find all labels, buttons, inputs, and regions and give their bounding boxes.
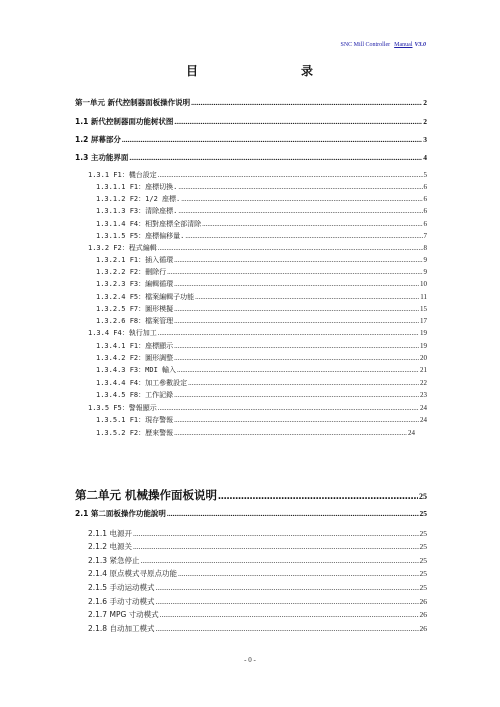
dot-leader	[174, 116, 422, 128]
toc-entry[interactable]	[96, 181, 427, 193]
header-product: SNC Mill Controller	[340, 42, 391, 48]
toc-entry[interactable]	[88, 541, 427, 553]
dot-leader	[122, 134, 422, 146]
toc-entry-label: 1.3.1.4 F4：相對座標全部清除	[96, 220, 202, 228]
dot-leader	[195, 291, 419, 303]
toc-entry-label: 1.3.4.2 F2：圖形調整	[96, 354, 174, 362]
toc-entry-label: 2.1.5 手动运动模式	[88, 583, 155, 592]
dot-leader	[174, 254, 422, 266]
toc-entry-page: 17	[420, 317, 427, 325]
toc-entry-label: 1.3.4.1 F1：座標顯示	[96, 342, 174, 350]
dot-leader	[174, 427, 407, 439]
toc-entry[interactable]	[96, 193, 427, 205]
dot-leader	[202, 218, 422, 230]
toc-entry-page: 24	[408, 429, 415, 437]
dot-leader	[158, 242, 423, 254]
toc-entry-label: 2.1.6 手动寸动模式	[88, 597, 155, 606]
toc-entry-label: 1.3.2.6 F8：檔案管理	[96, 317, 174, 325]
toc-entry-page: 9	[423, 256, 427, 264]
header-version: V3.0	[414, 42, 426, 48]
dot-leader	[178, 205, 422, 217]
toc-entry[interactable]	[88, 555, 427, 567]
toc-entry-page: 6	[423, 220, 427, 228]
toc-entry[interactable]	[75, 116, 427, 128]
dot-leader	[158, 169, 423, 181]
toc-entry[interactable]	[75, 97, 427, 109]
toc-entry-label: 1.3.1 F1：機台設定	[88, 171, 157, 179]
toc-entry-label: 1.3.2 F2：程式編輯	[88, 244, 157, 252]
toc-entry-label: 第一单元 新代控制器面板操作说明	[75, 98, 191, 107]
dot-leader	[167, 266, 422, 278]
page-number: - 0 -	[244, 656, 256, 664]
toc-entry-label: 1.1 新代控制器面功能树状图	[75, 117, 174, 126]
toc-entry-label: 1.3.1.3 F3：清除座標.	[96, 207, 178, 215]
dot-leader	[133, 528, 419, 540]
dot-leader	[174, 278, 419, 290]
dot-leader	[174, 303, 419, 315]
dot-leader	[178, 181, 422, 193]
dot-leader	[174, 352, 419, 364]
header-manual: Manual	[394, 42, 413, 48]
toc-entry-label: 2.1.4 原点模式寻原点功能	[88, 569, 177, 578]
toc-entry-page: 26	[419, 610, 427, 619]
toc-entry-label: 第二单元 机械操作面板说明	[75, 488, 218, 502]
toc-entry-label: 1.3.4.3 F3：MDI 輸入	[96, 366, 177, 374]
toc-entry-label: 1.3 主功能界面	[75, 153, 129, 162]
toc-entry-label: 2.1.8 自动加工模式	[88, 624, 155, 633]
toc-entry-label: 2.1.1 电源开	[88, 529, 132, 538]
toc-entry-label: 1.3.4.4 F4：加工參數設定	[96, 379, 188, 387]
toc-entry[interactable]	[96, 414, 427, 426]
toc-entry-page: 22	[420, 379, 427, 387]
toc-entry[interactable]	[88, 609, 427, 621]
toc-entry[interactable]	[88, 402, 427, 414]
toc-entry[interactable]	[96, 291, 427, 303]
dot-leader	[174, 414, 419, 426]
dot-leader	[158, 402, 419, 414]
toc-entry[interactable]	[96, 303, 427, 315]
toc-entry[interactable]	[96, 352, 427, 364]
dot-leader	[185, 230, 422, 242]
toc-entry[interactable]	[96, 218, 427, 230]
toc-entry-page: 26	[419, 624, 427, 633]
toc-entry-page: 24	[420, 416, 427, 424]
toc-entry-page: 9	[423, 268, 427, 276]
toc-entry-label: 1.3.4.5 F8：工作記錄	[96, 391, 174, 399]
dot-leader	[191, 97, 422, 109]
toc-entry[interactable]	[88, 596, 427, 608]
toc-entry[interactable]	[96, 377, 427, 389]
toc-entry-label: 1.3.1.1 F1：座標切換.	[96, 183, 178, 191]
toc-entry[interactable]	[96, 389, 427, 401]
dot-leader	[177, 364, 419, 376]
dot-leader	[167, 508, 419, 520]
toc-entry[interactable]	[88, 327, 427, 339]
toc-entry-page: 25	[419, 492, 427, 501]
title-right-char: 录	[301, 64, 314, 78]
dot-leader	[160, 609, 419, 621]
dot-leader	[129, 152, 422, 164]
toc-entry-label: 1.3.2.4 F5：檔案編輯子功能	[96, 293, 195, 301]
dot-leader	[174, 315, 419, 327]
toc-entry-page: 6	[423, 183, 427, 191]
toc-entry[interactable]	[96, 364, 427, 376]
dot-leader	[174, 389, 419, 401]
toc-entry[interactable]	[88, 169, 427, 181]
toc-entry-page: 20	[420, 354, 427, 362]
toc-entry[interactable]	[88, 242, 427, 254]
toc-entry-label: 1.3.2.5 F7：圖形模擬	[96, 305, 174, 313]
toc-entry-page: 24	[420, 404, 427, 412]
dot-leader	[181, 193, 422, 205]
toc-entry-page: 21	[420, 366, 427, 374]
toc-entry-label: 2.1.7 MPG 寸动模式	[88, 610, 159, 619]
toc-entry-page: 15	[420, 305, 427, 313]
dot-leader	[188, 377, 419, 389]
dot-leader	[158, 327, 419, 339]
toc-entry[interactable]	[75, 508, 427, 520]
page-header	[340, 42, 426, 48]
toc-entry-page: 6	[423, 207, 427, 215]
toc-entry-page: 5	[423, 171, 427, 179]
toc-entry-page: 25	[419, 542, 427, 551]
dot-leader	[133, 541, 419, 553]
toc-entry-page: 25	[419, 569, 427, 578]
toc-entry[interactable]	[96, 427, 415, 439]
toc-entry-label: 1.3.1.5 F5：座標偏移量.	[96, 232, 185, 240]
dot-leader	[218, 488, 418, 504]
toc-entry-page: 23	[420, 391, 427, 399]
toc-entry[interactable]	[75, 487, 427, 503]
toc-entry-page: 19	[420, 342, 427, 350]
dot-leader	[155, 582, 418, 594]
toc-entry-page: 6	[423, 195, 427, 203]
toc-entry-page: 3	[423, 135, 427, 144]
toc-entry-label: 1.3.5.1 F1：現存警報	[96, 416, 174, 424]
toc-entry-label: 1.3.2.1 F1：插入循環	[96, 256, 174, 264]
toc-entry-label: 1.3.4 F4：執行加工	[88, 329, 157, 337]
toc-entry-label: 2.1 第二面板操作功能說明	[75, 509, 166, 518]
toc-entry-label: 1.3.2.3 F3：編輯循環	[96, 280, 174, 288]
dot-leader	[178, 568, 419, 580]
toc-entry-page: 25	[419, 556, 427, 565]
toc-entry[interactable]	[75, 134, 427, 146]
toc-entry-page: 7	[423, 232, 427, 240]
toc-entry-label: 2.1.3 紧急停止	[88, 556, 140, 565]
toc-entry[interactable]	[75, 152, 427, 164]
toc-entry[interactable]	[88, 623, 427, 635]
toc-entry-label: 1.3.1.2 F2：1/2 座標.	[96, 195, 181, 203]
toc-entry-page: 25	[419, 509, 427, 518]
toc-entry-label: 1.3.5 F5：警報顯示	[88, 404, 157, 412]
toc-entry-label: 2.1.2 电源关	[88, 542, 132, 551]
dot-leader	[155, 596, 418, 608]
toc-entry-page: 26	[419, 597, 427, 606]
toc-entry-page: 25	[419, 583, 427, 592]
toc-entry-page: 10	[420, 280, 427, 288]
toc-entry-page: 25	[419, 529, 427, 538]
toc-entry-page: 11	[420, 293, 427, 301]
toc-entry[interactable]	[96, 266, 427, 278]
dot-leader	[140, 555, 418, 567]
toc-entry-label: 1.2 屏幕部分	[75, 135, 121, 144]
toc-entry-page: 19	[420, 329, 427, 337]
toc-entry-page: 2	[423, 117, 427, 126]
toc-entry[interactable]	[96, 340, 427, 352]
toc-entry[interactable]	[88, 568, 427, 580]
toc-entry-page: 8	[423, 244, 427, 252]
toc-entry-label: 1.3.5.2 F2：歷來警報	[96, 429, 174, 437]
toc-entry[interactable]	[96, 278, 427, 290]
toc-entry-page: 2	[423, 98, 427, 107]
toc-entry[interactable]	[96, 230, 427, 242]
title-left-char: 目	[186, 64, 199, 78]
toc-entry-label: 1.3.2.2 F2：刪除行	[96, 268, 167, 276]
dot-leader	[174, 340, 419, 352]
toc-entry[interactable]	[88, 582, 427, 594]
toc-entry[interactable]	[96, 254, 427, 266]
toc-entry[interactable]	[88, 528, 427, 540]
toc-entry[interactable]	[96, 315, 427, 327]
toc-entry[interactable]	[96, 205, 427, 217]
toc-entry-page: 4	[423, 153, 427, 162]
dot-leader	[155, 623, 418, 635]
